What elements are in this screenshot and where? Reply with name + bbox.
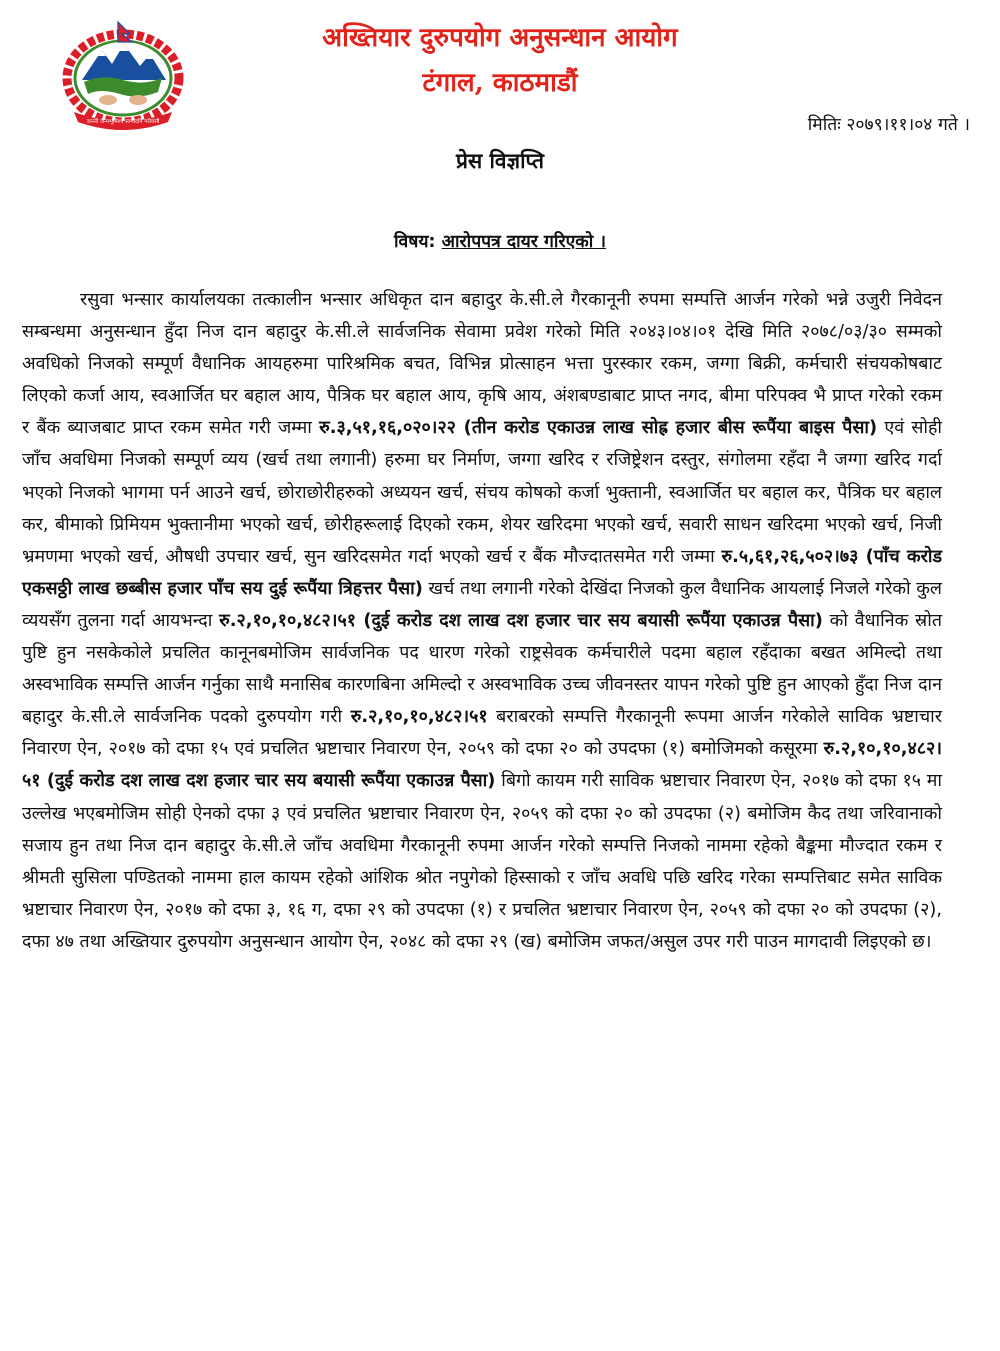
claim-amount: रु.२,१०,१०,४८२।५१ (दुई करोड दश लाख दश हजार चार सय बयासी रूपैंया एकाउन्न पैसा) <box>22 738 942 792</box>
subject-text: आरोपपत्र दायर गरिएको । <box>441 232 606 252</box>
unexplained-amount: रु.२,१०,१०,४८२।५१ (दुई करोड दश लाख दश हजार चार सय बयासी रूपैंया एकाउन्न पैसा) <box>219 609 823 631</box>
press-release-body <box>22 284 942 958</box>
issue-date: मितिः २०७९।११।०४ गते । <box>807 115 970 135</box>
body-text-segment: को वैधानिक स्रोत पुष्टि हुन नसकेकोले प्रचलित कानूनबमोजिम सार्वजनिक पद धारण गरेको राष्ट्रसेवक कर्मचारीले पदमा बहाल रहँदाका बखत अमिल्दो तथा अस्वभाविक सम्पत्ति आर्जन गर्नुका साथै मनासिब कारणबिना अमिल्दो र अस्वभाविक उच्च जीवनस्तर यापन गरेको पुष्टि हुन आएको हुँदा निज दान बहादुर के.सी.ले सार्वजनिक पदको दुरुपयोग गरी <box>22 609 942 728</box>
body-text-segment: बराबरको सम्पत्ति गैरकानूनी रूपमा आर्जन गरेकोले साविक भ्रष्टाचार निवारण ऐन, २०१७ को दफा १५ एवं प्रचलित भ्रष्टाचार निवारण ऐन, २०५९ को दफा २० को उपदफा (१) बमोजिमको कसूरमा <box>22 706 942 760</box>
subject-line <box>0 228 1000 256</box>
body-text-segment: रसुवा भन्सार कार्यालयका तत्कालीन भन्सार अधिकृत दान बहादुर के.सी.ले गैरकानूनी रुपमा सम्पत्ति आर्जन गरेको भन्ने उजुरी निवेदन सम्बन्धमा अनुसन्धान हुँदा निज दान बहादुर के.सी.ले सार्वजनिक सेवामा प्रवेश गरेको मिति २०४३।०४।०१ देखि मिति २०७८/०३/३० सम्मको अवधिको निजको सम्पूर्ण वैधानिक आयहरुमा पारिश्रमिक बचत, विभिन्न प्रोत्साहन भत्ता पुरस्कार रकम, जग्गा बिक्री, कर्मचारी संचयकोषबाट लिएको कर्जा आय, स्वआर्जित घर बहाल आय, पैत्रिक घर बहाल आय, कृषि आय, अंशबण्डाबाट प्राप्त नगद, बीमा परिपक्व भै प्राप्त गरेको रकम र बैंक ब्याजबाट प्राप्त रकम समेत गरी जम्मा <box>22 289 942 439</box>
total-income-amount: रु.३,५१,१६,०२०।२२ (तीन करोड एकाउन्न लाख सोह्र हजार बीस रूपैंया बाइस पैसा) <box>319 417 878 439</box>
organization-location: टंगाल, काठमाडौं <box>422 68 578 98</box>
emblem-motto: जननी जन्मभूमिश्च स्वर्गादपि गरीयसी <box>86 119 160 125</box>
organization-name: अख्तियार दुरुपयोग अनुसन्धान आयोग <box>322 23 678 53</box>
total-expense-amount: रु.५,६१,२६,५०२।७३ (पाँच करोड एकसठ्ठी लाख छब्बीस हजार पाँच सय दुई रूपैंया त्रिहत्तर पैसा) <box>22 545 943 599</box>
body-text-segment: एवं सोही जाँच अवधिमा निजको सम्पूर्ण व्यय (खर्च तथा लगानी) हरुमा घर निर्माण, जग्गा खरिद र रजिष्ट्रेशन दस्तुर, संगोलमा रहँदा नै जग्गा खरिद गर्दा भएको निजको भागमा पर्न आउने खर्च, छोराछोरीहरुको अध्ययन खर्च, संचय कोषको कर्जा भुक्तानी, स्वआर्जित घर बहाल कर, पैत्रिक घर बहाल कर, बीमाको प्रिमियम भुक्तानीमा भएको खर्च, छोरीहरूलाई दिएको रकम, शेयर खरिदमा भएको खर्च, सवारी साधन खरिदमा भएको खर्च, निजी भ्रमणमा भएको खर्च, औषधी उपचार खर्च, सुन खरिदसमेत गर्दा भएको खर्च र बैंक मौज्दातसमेत गरी जम्मा <box>22 417 942 567</box>
illegal-asset-amount: रु.२,१०,१०,४८२।५१ <box>350 706 488 728</box>
body-text-segment: बिगो कायम गरी साविक भ्रष्टाचार निवारण ऐन, २०१७ को दफा १५ मा उल्लेख भएबमोजिम सोही ऐनको दफा ३ एवं प्रचलित भ्रष्टाचार निवारण ऐन, २०५९ को दफा २० को उपदफा (२) बमोजिम कैद तथा जरिवानाको सजाय हुन तथा निज दान बहादुर के.सी.ले जाँच अवधिमा गैरकानूनी रुपमा आर्जन गरेको सम्पत्ति निजको नाममा रहेको बैङ्कमा मौज्दात रकम र श्रीमती सुसिला पण्डितको नाममा हाल कायम रहेको आंशिक श्रोत नपुगेको हिस्साको र जाँच अवधि पछि खरिद गरेका सम्पत्तिबाट समेत साविक भ्रष्टाचार निवारण ऐन, २०१७ को दफा ३, १६ ग, दफा २९ को उपदफा (१) र प्रचलित भ्रष्टाचार निवारण ऐन, २०५९ को दफा २० को उपदफा (२), दफा ४७ तथा अख्तियार दुरुपयोग अनुसन्धान आयोग ऐन, २०४८ को दफा २९ (ख) बमोजिम जफत/असुल उपर गरी पाउन मागदावी लिइएको छ। <box>22 770 942 952</box>
body-text-segment: खर्च तथा लगानी गरेको देखिंदा निजको कुल वैधानिक आयलाई निजले गरेको कुल व्ययसँग तुलना गर्दा आयभन्दा <box>22 577 942 631</box>
subject-label: विषय: <box>394 232 436 252</box>
page-title: प्रेस विज्ञप्ति <box>456 149 544 173</box>
